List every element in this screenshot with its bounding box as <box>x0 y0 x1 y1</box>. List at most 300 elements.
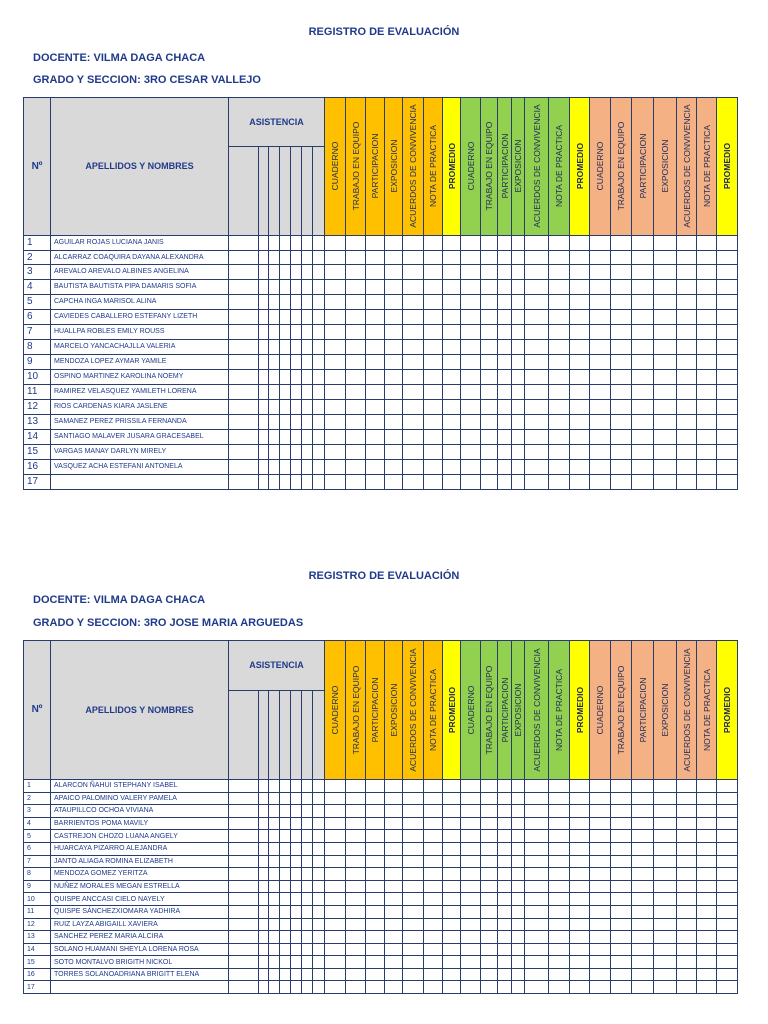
grade-cell[interactable] <box>229 981 259 994</box>
grade-cell[interactable] <box>280 981 291 994</box>
grade-cell[interactable] <box>302 384 313 399</box>
grade-cell[interactable] <box>570 474 590 489</box>
grade-cell[interactable] <box>590 474 611 489</box>
grade-cell[interactable] <box>697 893 717 906</box>
grade-cell[interactable] <box>570 324 590 339</box>
grade-cell[interactable] <box>525 830 549 843</box>
grade-cell[interactable] <box>325 880 346 893</box>
grade-cell[interactable] <box>325 309 346 324</box>
grade-cell[interactable] <box>611 931 632 944</box>
grade-cell[interactable] <box>346 817 366 830</box>
grade-cell[interactable] <box>443 444 461 459</box>
grade-cell[interactable] <box>461 943 481 956</box>
grade-cell[interactable] <box>403 842 424 855</box>
grade-cell[interactable] <box>498 880 512 893</box>
grade-cell[interactable] <box>229 931 259 944</box>
grade-cell[interactable] <box>313 324 325 339</box>
grade-cell[interactable] <box>302 459 313 474</box>
grade-cell[interactable] <box>677 779 697 792</box>
grade-cell[interactable] <box>346 264 366 279</box>
grade-cell[interactable] <box>697 339 717 354</box>
grade-cell[interactable] <box>313 309 325 324</box>
grade-cell[interactable] <box>424 842 443 855</box>
grade-cell[interactable] <box>525 981 549 994</box>
grade-cell[interactable] <box>385 235 403 250</box>
grade-cell[interactable] <box>346 792 366 805</box>
grade-cell[interactable] <box>525 931 549 944</box>
grade-cell[interactable] <box>498 805 512 818</box>
grade-cell[interactable] <box>611 474 632 489</box>
grade-cell[interactable] <box>549 830 570 843</box>
grade-cell[interactable] <box>424 444 443 459</box>
grade-cell[interactable] <box>313 414 325 429</box>
grade-cell[interactable] <box>717 474 738 489</box>
grade-cell[interactable] <box>229 250 259 264</box>
grade-cell[interactable] <box>302 339 313 354</box>
grade-cell[interactable] <box>325 981 346 994</box>
grade-cell[interactable] <box>269 981 280 994</box>
grade-cell[interactable] <box>229 779 259 792</box>
grade-cell[interactable] <box>385 339 403 354</box>
grade-cell[interactable] <box>366 968 385 981</box>
grade-cell[interactable] <box>229 855 259 868</box>
grade-cell[interactable] <box>302 792 313 805</box>
grade-cell[interactable] <box>525 805 549 818</box>
grade-cell[interactable] <box>291 264 302 279</box>
grade-cell[interactable] <box>313 842 325 855</box>
grade-cell[interactable] <box>512 339 525 354</box>
grade-cell[interactable] <box>385 474 403 489</box>
grade-cell[interactable] <box>443 459 461 474</box>
grade-cell[interactable] <box>403 429 424 444</box>
grade-cell[interactable] <box>632 905 654 918</box>
grade-cell[interactable] <box>570 855 590 868</box>
grade-cell[interactable] <box>443 931 461 944</box>
grade-cell[interactable] <box>291 842 302 855</box>
grade-cell[interactable] <box>259 817 269 830</box>
grade-cell[interactable] <box>481 817 498 830</box>
grade-cell[interactable] <box>632 956 654 969</box>
grade-cell[interactable] <box>385 956 403 969</box>
grade-cell[interactable] <box>403 309 424 324</box>
grade-cell[interactable] <box>269 931 280 944</box>
grade-cell[interactable] <box>280 339 291 354</box>
grade-cell[interactable] <box>385 264 403 279</box>
grade-cell[interactable] <box>302 817 313 830</box>
grade-cell[interactable] <box>269 830 280 843</box>
grade-cell[interactable] <box>366 855 385 868</box>
grade-cell[interactable] <box>481 279 498 294</box>
grade-cell[interactable] <box>366 779 385 792</box>
grade-cell[interactable] <box>677 880 697 893</box>
grade-cell[interactable] <box>443 842 461 855</box>
grade-cell[interactable] <box>525 893 549 906</box>
grade-cell[interactable] <box>424 868 443 881</box>
grade-cell[interactable] <box>291 369 302 384</box>
grade-cell[interactable] <box>570 414 590 429</box>
grade-cell[interactable] <box>385 880 403 893</box>
grade-cell[interactable] <box>654 868 677 881</box>
grade-cell[interactable] <box>385 855 403 868</box>
grade-cell[interactable] <box>291 905 302 918</box>
grade-cell[interactable] <box>717 294 738 309</box>
grade-cell[interactable] <box>549 805 570 818</box>
grade-cell[interactable] <box>697 779 717 792</box>
grade-cell[interactable] <box>512 931 525 944</box>
grade-cell[interactable] <box>632 384 654 399</box>
grade-cell[interactable] <box>269 842 280 855</box>
grade-cell[interactable] <box>302 324 313 339</box>
grade-cell[interactable] <box>325 868 346 881</box>
grade-cell[interactable] <box>677 354 697 369</box>
grade-cell[interactable] <box>717 981 738 994</box>
grade-cell[interactable] <box>424 294 443 309</box>
grade-cell[interactable] <box>481 956 498 969</box>
grade-cell[interactable] <box>424 474 443 489</box>
grade-cell[interactable] <box>325 235 346 250</box>
grade-cell[interactable] <box>611 905 632 918</box>
grade-cell[interactable] <box>498 264 512 279</box>
grade-cell[interactable] <box>325 817 346 830</box>
grade-cell[interactable] <box>461 414 481 429</box>
grade-cell[interactable] <box>512 817 525 830</box>
grade-cell[interactable] <box>590 294 611 309</box>
grade-cell[interactable] <box>280 868 291 881</box>
grade-cell[interactable] <box>280 369 291 384</box>
grade-cell[interactable] <box>325 956 346 969</box>
grade-cell[interactable] <box>313 459 325 474</box>
grade-cell[interactable] <box>269 918 280 931</box>
grade-cell[interactable] <box>385 817 403 830</box>
grade-cell[interactable] <box>549 235 570 250</box>
grade-cell[interactable] <box>280 880 291 893</box>
grade-cell[interactable] <box>654 369 677 384</box>
grade-cell[interactable] <box>481 918 498 931</box>
grade-cell[interactable] <box>549 779 570 792</box>
grade-cell[interactable] <box>570 931 590 944</box>
grade-cell[interactable] <box>443 264 461 279</box>
grade-cell[interactable] <box>590 339 611 354</box>
grade-cell[interactable] <box>269 956 280 969</box>
grade-cell[interactable] <box>443 384 461 399</box>
grade-cell[interactable] <box>697 842 717 855</box>
grade-cell[interactable] <box>461 429 481 444</box>
grade-cell[interactable] <box>280 429 291 444</box>
grade-cell[interactable] <box>461 354 481 369</box>
grade-cell[interactable] <box>525 339 549 354</box>
grade-cell[interactable] <box>325 324 346 339</box>
grade-cell[interactable] <box>325 414 346 429</box>
grade-cell[interactable] <box>525 279 549 294</box>
grade-cell[interactable] <box>443 779 461 792</box>
grade-cell[interactable] <box>632 981 654 994</box>
grade-cell[interactable] <box>461 324 481 339</box>
grade-cell[interactable] <box>512 384 525 399</box>
grade-cell[interactable] <box>549 842 570 855</box>
grade-cell[interactable] <box>677 830 697 843</box>
grade-cell[interactable] <box>677 918 697 931</box>
grade-cell[interactable] <box>385 250 403 264</box>
grade-cell[interactable] <box>385 868 403 881</box>
grade-cell[interactable] <box>498 294 512 309</box>
grade-cell[interactable] <box>498 414 512 429</box>
grade-cell[interactable] <box>481 339 498 354</box>
grade-cell[interactable] <box>461 369 481 384</box>
grade-cell[interactable] <box>325 264 346 279</box>
grade-cell[interactable] <box>570 918 590 931</box>
grade-cell[interactable] <box>481 399 498 414</box>
grade-cell[interactable] <box>385 918 403 931</box>
grade-cell[interactable] <box>570 905 590 918</box>
grade-cell[interactable] <box>498 918 512 931</box>
grade-cell[interactable] <box>385 805 403 818</box>
grade-cell[interactable] <box>498 792 512 805</box>
grade-cell[interactable] <box>325 805 346 818</box>
grade-cell[interactable] <box>549 817 570 830</box>
grade-cell[interactable] <box>677 868 697 881</box>
grade-cell[interactable] <box>302 968 313 981</box>
grade-cell[interactable] <box>403 918 424 931</box>
grade-cell[interactable] <box>259 309 269 324</box>
grade-cell[interactable] <box>697 918 717 931</box>
grade-cell[interactable] <box>632 868 654 881</box>
grade-cell[interactable] <box>590 817 611 830</box>
grade-cell[interactable] <box>291 309 302 324</box>
grade-cell[interactable] <box>366 294 385 309</box>
grade-cell[interactable] <box>549 880 570 893</box>
grade-cell[interactable] <box>313 830 325 843</box>
grade-cell[interactable] <box>403 459 424 474</box>
grade-cell[interactable] <box>525 369 549 384</box>
grade-cell[interactable] <box>313 868 325 881</box>
grade-cell[interactable] <box>291 968 302 981</box>
grade-cell[interactable] <box>280 414 291 429</box>
grade-cell[interactable] <box>611 250 632 264</box>
grade-cell[interactable] <box>229 918 259 931</box>
grade-cell[interactable] <box>325 429 346 444</box>
grade-cell[interactable] <box>549 279 570 294</box>
grade-cell[interactable] <box>366 880 385 893</box>
grade-cell[interactable] <box>654 339 677 354</box>
grade-cell[interactable] <box>325 792 346 805</box>
grade-cell[interactable] <box>313 779 325 792</box>
grade-cell[interactable] <box>269 459 280 474</box>
grade-cell[interactable] <box>611 354 632 369</box>
grade-cell[interactable] <box>229 943 259 956</box>
grade-cell[interactable] <box>366 817 385 830</box>
grade-cell[interactable] <box>325 459 346 474</box>
grade-cell[interactable] <box>385 354 403 369</box>
grade-cell[interactable] <box>403 339 424 354</box>
grade-cell[interactable] <box>325 779 346 792</box>
grade-cell[interactable] <box>259 279 269 294</box>
grade-cell[interactable] <box>403 250 424 264</box>
grade-cell[interactable] <box>424 918 443 931</box>
grade-cell[interactable] <box>570 842 590 855</box>
grade-cell[interactable] <box>549 309 570 324</box>
grade-cell[interactable] <box>280 817 291 830</box>
grade-cell[interactable] <box>697 792 717 805</box>
grade-cell[interactable] <box>717 250 738 264</box>
grade-cell[interactable] <box>481 855 498 868</box>
grade-cell[interactable] <box>512 893 525 906</box>
grade-cell[interactable] <box>302 830 313 843</box>
grade-cell[interactable] <box>346 842 366 855</box>
grade-cell[interactable] <box>717 931 738 944</box>
grade-cell[interactable] <box>313 792 325 805</box>
grade-cell[interactable] <box>590 792 611 805</box>
grade-cell[interactable] <box>366 250 385 264</box>
grade-cell[interactable] <box>481 981 498 994</box>
grade-cell[interactable] <box>259 414 269 429</box>
grade-cell[interactable] <box>590 309 611 324</box>
grade-cell[interactable] <box>346 943 366 956</box>
grade-cell[interactable] <box>313 429 325 444</box>
grade-cell[interactable] <box>302 235 313 250</box>
grade-cell[interactable] <box>717 384 738 399</box>
grade-cell[interactable] <box>677 294 697 309</box>
grade-cell[interactable] <box>313 384 325 399</box>
grade-cell[interactable] <box>346 956 366 969</box>
grade-cell[interactable] <box>632 444 654 459</box>
grade-cell[interactable] <box>525 880 549 893</box>
grade-cell[interactable] <box>611 399 632 414</box>
grade-cell[interactable] <box>313 339 325 354</box>
grade-cell[interactable] <box>229 459 259 474</box>
grade-cell[interactable] <box>229 805 259 818</box>
grade-cell[interactable] <box>313 956 325 969</box>
grade-cell[interactable] <box>385 893 403 906</box>
grade-cell[interactable] <box>269 384 280 399</box>
grade-cell[interactable] <box>269 817 280 830</box>
grade-cell[interactable] <box>313 893 325 906</box>
grade-cell[interactable] <box>697 474 717 489</box>
grade-cell[interactable] <box>291 830 302 843</box>
grade-cell[interactable] <box>512 779 525 792</box>
grade-cell[interactable] <box>717 444 738 459</box>
grade-cell[interactable] <box>590 805 611 818</box>
grade-cell[interactable] <box>461 805 481 818</box>
grade-cell[interactable] <box>269 414 280 429</box>
grade-cell[interactable] <box>403 235 424 250</box>
grade-cell[interactable] <box>403 399 424 414</box>
grade-cell[interactable] <box>403 294 424 309</box>
grade-cell[interactable] <box>481 250 498 264</box>
grade-cell[interactable] <box>717 956 738 969</box>
grade-cell[interactable] <box>366 905 385 918</box>
grade-cell[interactable] <box>259 868 269 881</box>
grade-cell[interactable] <box>280 309 291 324</box>
grade-cell[interactable] <box>313 805 325 818</box>
grade-cell[interactable] <box>366 805 385 818</box>
grade-cell[interactable] <box>302 309 313 324</box>
grade-cell[interactable] <box>325 855 346 868</box>
grade-cell[interactable] <box>525 250 549 264</box>
grade-cell[interactable] <box>697 399 717 414</box>
grade-cell[interactable] <box>512 235 525 250</box>
grade-cell[interactable] <box>424 399 443 414</box>
grade-cell[interactable] <box>403 444 424 459</box>
grade-cell[interactable] <box>525 968 549 981</box>
grade-cell[interactable] <box>677 279 697 294</box>
grade-cell[interactable] <box>632 369 654 384</box>
grade-cell[interactable] <box>697 444 717 459</box>
grade-cell[interactable] <box>549 339 570 354</box>
grade-cell[interactable] <box>697 429 717 444</box>
grade-cell[interactable] <box>461 817 481 830</box>
grade-cell[interactable] <box>549 459 570 474</box>
grade-cell[interactable] <box>677 842 697 855</box>
grade-cell[interactable] <box>677 444 697 459</box>
grade-cell[interactable] <box>403 369 424 384</box>
grade-cell[interactable] <box>385 931 403 944</box>
grade-cell[interactable] <box>717 792 738 805</box>
grade-cell[interactable] <box>346 429 366 444</box>
grade-cell[interactable] <box>590 324 611 339</box>
grade-cell[interactable] <box>346 354 366 369</box>
grade-cell[interactable] <box>325 474 346 489</box>
grade-cell[interactable] <box>525 444 549 459</box>
grade-cell[interactable] <box>291 805 302 818</box>
grade-cell[interactable] <box>461 931 481 944</box>
grade-cell[interactable] <box>481 264 498 279</box>
grade-cell[interactable] <box>549 369 570 384</box>
grade-cell[interactable] <box>443 474 461 489</box>
grade-cell[interactable] <box>259 931 269 944</box>
grade-cell[interactable] <box>346 384 366 399</box>
grade-cell[interactable] <box>697 868 717 881</box>
grade-cell[interactable] <box>291 880 302 893</box>
grade-cell[interactable] <box>717 817 738 830</box>
grade-cell[interactable] <box>302 444 313 459</box>
grade-cell[interactable] <box>424 414 443 429</box>
grade-cell[interactable] <box>443 279 461 294</box>
grade-cell[interactable] <box>590 414 611 429</box>
grade-cell[interactable] <box>280 893 291 906</box>
grade-cell[interactable] <box>313 399 325 414</box>
grade-cell[interactable] <box>525 294 549 309</box>
grade-cell[interactable] <box>525 817 549 830</box>
grade-cell[interactable] <box>269 279 280 294</box>
grade-cell[interactable] <box>385 943 403 956</box>
grade-cell[interactable] <box>313 880 325 893</box>
grade-cell[interactable] <box>269 893 280 906</box>
grade-cell[interactable] <box>325 354 346 369</box>
grade-cell[interactable] <box>590 250 611 264</box>
grade-cell[interactable] <box>302 956 313 969</box>
grade-cell[interactable] <box>366 264 385 279</box>
grade-cell[interactable] <box>677 264 697 279</box>
grade-cell[interactable] <box>498 309 512 324</box>
grade-cell[interactable] <box>677 429 697 444</box>
grade-cell[interactable] <box>549 855 570 868</box>
grade-cell[interactable] <box>366 279 385 294</box>
grade-cell[interactable] <box>590 968 611 981</box>
grade-cell[interactable] <box>302 880 313 893</box>
grade-cell[interactable] <box>590 235 611 250</box>
grade-cell[interactable] <box>498 817 512 830</box>
grade-cell[interactable] <box>654 830 677 843</box>
grade-cell[interactable] <box>280 805 291 818</box>
grade-cell[interactable] <box>611 981 632 994</box>
grade-cell[interactable] <box>611 309 632 324</box>
grade-cell[interactable] <box>259 324 269 339</box>
grade-cell[interactable] <box>259 918 269 931</box>
grade-cell[interactable] <box>325 931 346 944</box>
grade-cell[interactable] <box>697 264 717 279</box>
grade-cell[interactable] <box>717 369 738 384</box>
grade-cell[interactable] <box>481 779 498 792</box>
